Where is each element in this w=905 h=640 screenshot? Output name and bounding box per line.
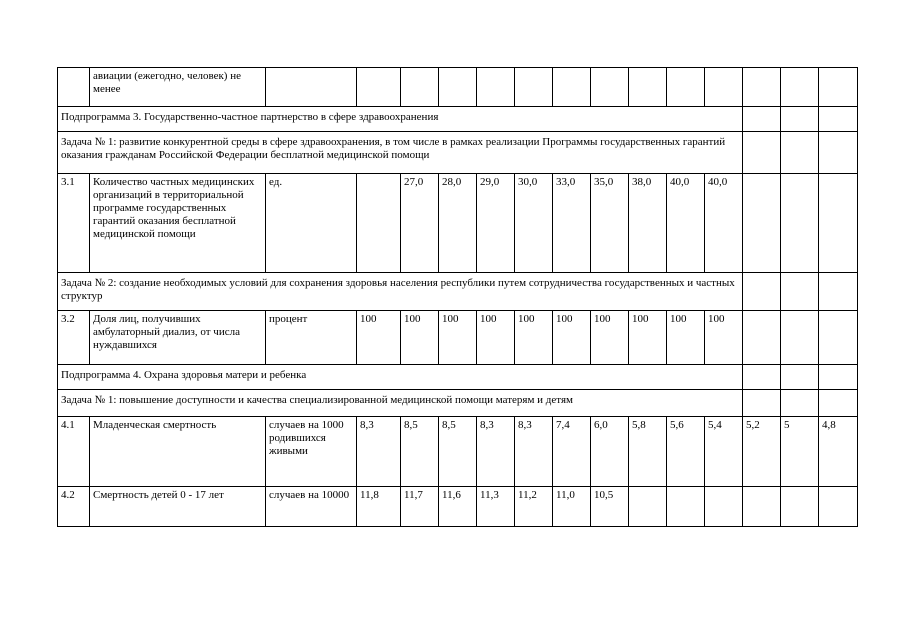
value-cell: 30,0 bbox=[515, 174, 553, 273]
value-cell bbox=[477, 68, 515, 107]
value-cell bbox=[357, 174, 401, 273]
value-cell bbox=[819, 365, 858, 390]
value-cell bbox=[743, 365, 781, 390]
value-cell bbox=[439, 68, 477, 107]
value-cell bbox=[819, 487, 858, 527]
task-heading: Задача № 1: повышение доступности и качества специализированной медицинской помощи матерям и детям bbox=[58, 390, 743, 417]
value-cell bbox=[743, 311, 781, 365]
value-cell bbox=[781, 107, 819, 132]
table-row bbox=[58, 417, 858, 487]
value-cell bbox=[743, 132, 781, 174]
value-cell bbox=[743, 390, 781, 417]
value-cell bbox=[553, 68, 591, 107]
table-row bbox=[58, 311, 858, 365]
value-cell: 11,8 bbox=[357, 487, 401, 527]
value-cell bbox=[781, 365, 819, 390]
value-cell: 6,0 bbox=[591, 417, 629, 487]
value-cell: 100 bbox=[705, 311, 743, 365]
unit-cell bbox=[266, 68, 357, 107]
indicator-name-cell: Доля лиц, получивших амбулаторный диализ, от числа нуждавшихся bbox=[90, 311, 266, 365]
value-cell bbox=[357, 68, 401, 107]
indicator-name-cell: Младенческая смертность bbox=[90, 417, 266, 487]
value-cell bbox=[781, 390, 819, 417]
table-row bbox=[58, 174, 858, 273]
value-cell bbox=[819, 107, 858, 132]
value-cell bbox=[743, 107, 781, 132]
value-cell: 8,3 bbox=[357, 417, 401, 487]
value-cell bbox=[819, 273, 858, 311]
value-cell: 5,2 bbox=[743, 417, 781, 487]
value-cell: 8,3 bbox=[515, 417, 553, 487]
value-cell bbox=[629, 68, 667, 107]
value-cell bbox=[743, 487, 781, 527]
row-number-cell: 4.2 bbox=[58, 487, 90, 527]
value-cell: 11,7 bbox=[401, 487, 439, 527]
value-cell bbox=[781, 487, 819, 527]
value-cell: 5,8 bbox=[629, 417, 667, 487]
task-heading: Задача № 2: создание необходимых условий для сохранения здоровья населения республики путем сотрудничества государственных и частных структур bbox=[58, 273, 743, 311]
value-cell: 100 bbox=[515, 311, 553, 365]
value-cell: 11,2 bbox=[515, 487, 553, 527]
subprogram-heading: Подпрограмма 3. Государственно-частное партнерство в сфере здравоохранения bbox=[58, 107, 743, 132]
value-cell bbox=[819, 311, 858, 365]
table-row bbox=[58, 132, 858, 174]
value-cell bbox=[781, 132, 819, 174]
value-cell: 100 bbox=[591, 311, 629, 365]
value-cell: 33,0 bbox=[553, 174, 591, 273]
value-cell: 8,5 bbox=[439, 417, 477, 487]
value-cell: 4,8 bbox=[819, 417, 858, 487]
value-cell: 100 bbox=[357, 311, 401, 365]
table-row bbox=[58, 365, 858, 390]
value-cell bbox=[401, 68, 439, 107]
value-cell bbox=[667, 68, 705, 107]
value-cell: 28,0 bbox=[439, 174, 477, 273]
indicator-name-cell: авиации (ежегодно, человек) не менее bbox=[90, 68, 266, 107]
value-cell: 27,0 bbox=[401, 174, 439, 273]
unit-cell: случаев на 10000 bbox=[266, 487, 357, 527]
row-number-cell: 3.1 bbox=[58, 174, 90, 273]
value-cell bbox=[819, 68, 858, 107]
value-cell: 100 bbox=[629, 311, 667, 365]
value-cell bbox=[667, 487, 705, 527]
value-cell: 40,0 bbox=[667, 174, 705, 273]
value-cell bbox=[819, 174, 858, 273]
value-cell: 10,5 bbox=[591, 487, 629, 527]
value-cell bbox=[705, 487, 743, 527]
value-cell: 38,0 bbox=[629, 174, 667, 273]
value-cell bbox=[591, 68, 629, 107]
value-cell: 100 bbox=[553, 311, 591, 365]
value-cell: 29,0 bbox=[477, 174, 515, 273]
value-cell: 11,6 bbox=[439, 487, 477, 527]
value-cell: 11,3 bbox=[477, 487, 515, 527]
value-cell bbox=[743, 174, 781, 273]
table-row bbox=[58, 390, 858, 417]
unit-cell: случаев на 1000 родившихся живыми bbox=[266, 417, 357, 487]
value-cell: 8,5 bbox=[401, 417, 439, 487]
indicator-name-cell: Количество частных медицинских организаций в территориальной программе государственных гарантий оказания бесплатной медицинской помощи bbox=[90, 174, 266, 273]
value-cell: 100 bbox=[477, 311, 515, 365]
unit-cell: процент bbox=[266, 311, 357, 365]
value-cell: 40,0 bbox=[705, 174, 743, 273]
table-row bbox=[58, 107, 858, 132]
value-cell bbox=[515, 68, 553, 107]
value-cell bbox=[629, 487, 667, 527]
value-cell: 100 bbox=[667, 311, 705, 365]
subprogram-heading: Подпрограмма 4. Охрана здоровья матери и ребенка bbox=[58, 365, 743, 390]
table-row bbox=[58, 273, 858, 311]
table-row bbox=[58, 487, 858, 527]
value-cell bbox=[781, 311, 819, 365]
value-cell: 8,3 bbox=[477, 417, 515, 487]
unit-cell: ед. bbox=[266, 174, 357, 273]
indicator-name-cell: Смертность детей 0 - 17 лет bbox=[90, 487, 266, 527]
value-cell: 11,0 bbox=[553, 487, 591, 527]
value-cell: 100 bbox=[401, 311, 439, 365]
value-cell bbox=[781, 174, 819, 273]
value-cell bbox=[819, 132, 858, 174]
row-number-cell: 4.1 bbox=[58, 417, 90, 487]
value-cell: 5,6 bbox=[667, 417, 705, 487]
row-number-cell bbox=[58, 68, 90, 107]
value-cell: 5 bbox=[781, 417, 819, 487]
value-cell bbox=[705, 68, 743, 107]
value-cell bbox=[781, 273, 819, 311]
value-cell bbox=[743, 68, 781, 107]
value-cell: 7,4 bbox=[553, 417, 591, 487]
value-cell: 100 bbox=[439, 311, 477, 365]
value-cell: 5,4 bbox=[705, 417, 743, 487]
value-cell bbox=[781, 68, 819, 107]
task-heading: Задача № 1: развитие конкурентной среды в сфере здравоохранения, в том числе в рамках реализации Программы государственных гарантий оказания гражданам Российской Федерации бесплатной медицинской помощи bbox=[58, 132, 743, 174]
table-row bbox=[58, 68, 858, 107]
value-cell: 35,0 bbox=[591, 174, 629, 273]
value-cell bbox=[743, 273, 781, 311]
value-cell bbox=[819, 390, 858, 417]
indicators-table bbox=[57, 67, 858, 527]
row-number-cell: 3.2 bbox=[58, 311, 90, 365]
